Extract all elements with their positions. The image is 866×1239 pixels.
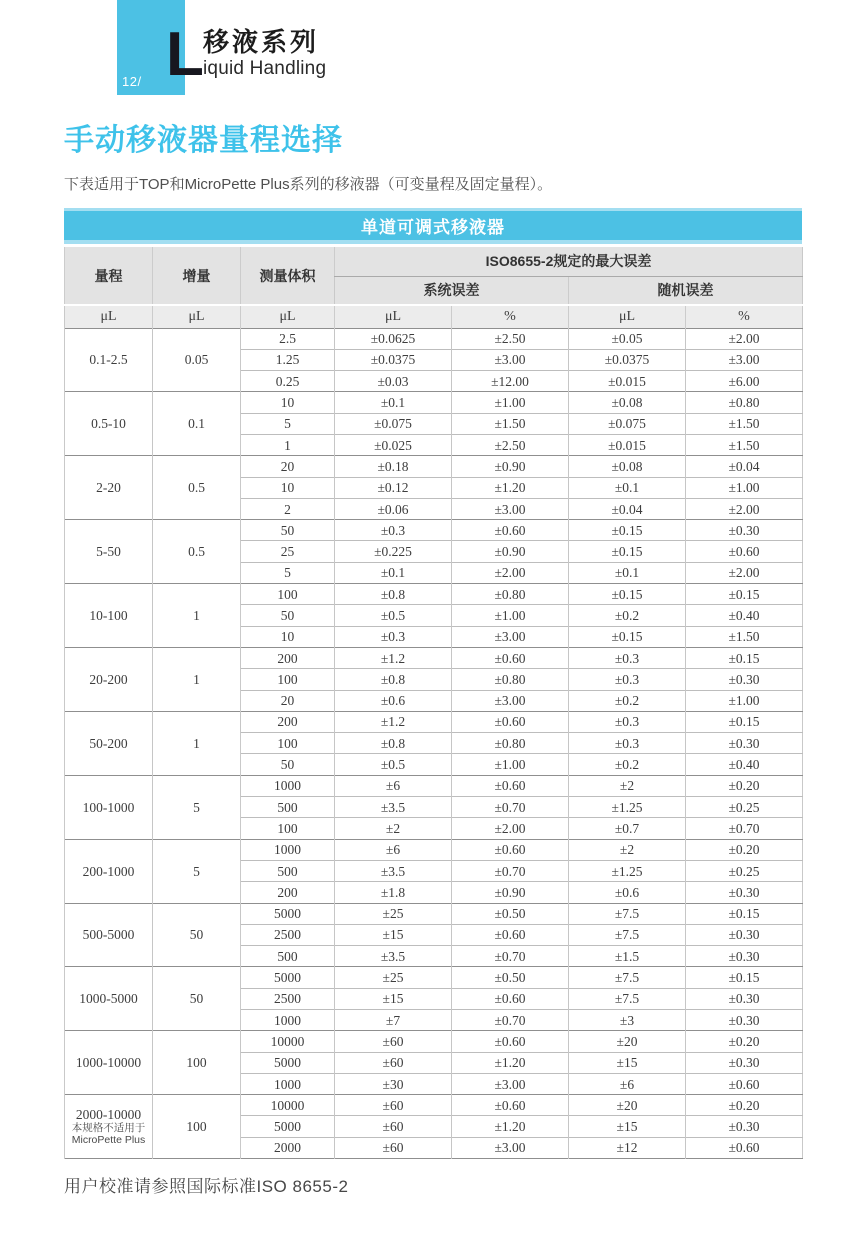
volume-cell: 10000	[241, 1031, 335, 1052]
volume-cell: 1	[241, 434, 335, 455]
calibration-note: 用户校准请参照国际标准ISO 8655-2	[64, 1177, 349, 1197]
rand-ul-cell: ±15	[569, 1116, 686, 1137]
table-row	[65, 520, 803, 541]
table-row	[65, 328, 803, 349]
rand-ul-cell: ±20	[569, 1095, 686, 1116]
increment-cell: 50	[153, 967, 241, 1031]
table-row	[65, 392, 803, 413]
volume-cell: 25	[241, 541, 335, 562]
rand-ul-cell: ±0.1	[569, 477, 686, 498]
sys-ul-cell: ±0.1	[335, 392, 452, 413]
rand-pct-cell: ±0.20	[686, 839, 803, 860]
increment-cell: 1	[153, 584, 241, 648]
sys-ul-cell: ±1.2	[335, 647, 452, 668]
rand-ul-cell: ±7.5	[569, 967, 686, 988]
sys-pct-cell: ±0.60	[452, 924, 569, 945]
sys-ul-cell: ±6	[335, 839, 452, 860]
page-title: 手动移液器量程选择	[64, 124, 343, 157]
volume-cell: 100	[241, 733, 335, 754]
volume-cell: 0.25	[241, 371, 335, 392]
volume-cell: 5000	[241, 903, 335, 924]
volume-cell: 5	[241, 562, 335, 583]
sys-pct-cell: ±0.70	[452, 1010, 569, 1031]
sys-ul-cell: ±0.03	[335, 371, 452, 392]
volume-cell: 1000	[241, 839, 335, 860]
sys-pct-cell: ±2.00	[452, 818, 569, 839]
rand-pct-cell: ±0.04	[686, 456, 803, 477]
rand-pct-cell: ±0.30	[686, 1116, 803, 1137]
rand-ul-cell: ±0.05	[569, 328, 686, 349]
header-random-error: 随机误差	[569, 276, 803, 305]
volume-cell: 2.5	[241, 328, 335, 349]
sys-ul-cell: ±25	[335, 903, 452, 924]
volume-cell: 100	[241, 669, 335, 690]
rand-ul-cell: ±1.25	[569, 797, 686, 818]
range-cell: 500-5000	[65, 903, 153, 967]
sys-ul-cell: ±0.5	[335, 754, 452, 775]
volume-cell: 5000	[241, 1052, 335, 1073]
increment-cell: 1	[153, 647, 241, 711]
volume-cell: 1000	[241, 1073, 335, 1094]
pipette-table-section	[64, 208, 802, 1159]
sys-ul-cell: ±0.8	[335, 584, 452, 605]
increment-cell: 100	[153, 1031, 241, 1095]
sys-ul-cell: ±25	[335, 967, 452, 988]
volume-cell: 200	[241, 882, 335, 903]
unit-cell: μL	[569, 305, 686, 328]
sys-pct-cell: ±0.60	[452, 647, 569, 668]
rand-ul-cell: ±0.6	[569, 882, 686, 903]
rand-pct-cell: ±0.40	[686, 754, 803, 775]
sys-pct-cell: ±2.00	[452, 562, 569, 583]
range-cell: 0.1-2.5	[65, 328, 153, 392]
rand-pct-cell: ±0.15	[686, 584, 803, 605]
rand-pct-cell: ±6.00	[686, 371, 803, 392]
rand-pct-cell: ±1.50	[686, 413, 803, 434]
rand-ul-cell: ±0.08	[569, 392, 686, 413]
rand-pct-cell: ±2.00	[686, 562, 803, 583]
sys-ul-cell: ±0.12	[335, 477, 452, 498]
rand-pct-cell: ±0.15	[686, 903, 803, 924]
sys-pct-cell: ±3.00	[452, 690, 569, 711]
sys-pct-cell: ±0.80	[452, 584, 569, 605]
header-range: 量程	[65, 247, 153, 305]
rand-pct-cell: ±1.00	[686, 690, 803, 711]
table-row	[65, 456, 803, 477]
increment-cell: 1	[153, 711, 241, 775]
unit-cell: %	[686, 305, 803, 328]
table-row	[65, 711, 803, 732]
unit-cell: μL	[65, 305, 153, 328]
rand-ul-cell: ±12	[569, 1137, 686, 1158]
sys-ul-cell: ±3.5	[335, 797, 452, 818]
header-increment: 增量	[153, 247, 241, 305]
sys-ul-cell: ±60	[335, 1031, 452, 1052]
rand-pct-cell: ±1.00	[686, 477, 803, 498]
brand-header	[117, 0, 866, 95]
rand-ul-cell: ±6	[569, 1073, 686, 1094]
sys-pct-cell: ±1.20	[452, 1052, 569, 1073]
rand-ul-cell: ±3	[569, 1010, 686, 1031]
sys-pct-cell: ±2.50	[452, 434, 569, 455]
range-cell: 2-20	[65, 456, 153, 520]
sys-ul-cell: ±0.225	[335, 541, 452, 562]
rand-pct-cell: ±2.00	[686, 498, 803, 519]
rand-ul-cell: ±0.015	[569, 434, 686, 455]
sys-pct-cell: ±3.00	[452, 1137, 569, 1158]
increment-cell: 0.5	[153, 456, 241, 520]
rand-ul-cell: ±0.08	[569, 456, 686, 477]
sys-ul-cell: ±15	[335, 988, 452, 1009]
range-cell: 100-1000	[65, 775, 153, 839]
table-row	[65, 1095, 803, 1116]
sys-pct-cell: ±1.00	[452, 605, 569, 626]
page-subtitle: 下表适用于TOP和MicroPette Plus系列的移液器（可变量程及固定量程）。	[64, 176, 553, 193]
sys-ul-cell: ±60	[335, 1095, 452, 1116]
pipette-table-body	[65, 328, 803, 1159]
sys-pct-cell: ±1.00	[452, 392, 569, 413]
pipette-spec-table	[64, 247, 803, 1159]
increment-cell: 0.05	[153, 328, 241, 392]
increment-cell: 5	[153, 775, 241, 839]
sys-ul-cell: ±3.5	[335, 946, 452, 967]
rand-pct-cell: ±0.20	[686, 1031, 803, 1052]
volume-cell: 20	[241, 690, 335, 711]
volume-cell: 500	[241, 797, 335, 818]
volume-cell: 2	[241, 498, 335, 519]
sys-pct-cell: ±0.60	[452, 711, 569, 732]
table-header	[65, 247, 803, 328]
rand-pct-cell: ±0.30	[686, 882, 803, 903]
table-row	[65, 647, 803, 668]
range-cell: 10-100	[65, 584, 153, 648]
sys-pct-cell: ±1.20	[452, 477, 569, 498]
rand-pct-cell: ±0.30	[686, 733, 803, 754]
rand-ul-cell: ±2	[569, 775, 686, 796]
increment-cell: 0.5	[153, 520, 241, 584]
volume-cell: 20	[241, 456, 335, 477]
rand-ul-cell: ±7.5	[569, 903, 686, 924]
volume-cell: 10	[241, 626, 335, 647]
header-volume: 测量体积	[241, 247, 335, 305]
sys-ul-cell: ±0.8	[335, 733, 452, 754]
sys-ul-cell: ±0.3	[335, 626, 452, 647]
rand-ul-cell: ±0.015	[569, 371, 686, 392]
sys-ul-cell: ±0.18	[335, 456, 452, 477]
rand-ul-cell: ±0.15	[569, 520, 686, 541]
rand-pct-cell: ±0.80	[686, 392, 803, 413]
sys-ul-cell: ±3.5	[335, 860, 452, 881]
rand-ul-cell: ±15	[569, 1052, 686, 1073]
sys-pct-cell: ±0.80	[452, 669, 569, 690]
range-cell: 5-50	[65, 520, 153, 584]
rand-pct-cell: ±0.25	[686, 860, 803, 881]
sys-pct-cell: ±0.60	[452, 988, 569, 1009]
rand-pct-cell: ±0.40	[686, 605, 803, 626]
sys-pct-cell: ±0.90	[452, 882, 569, 903]
sys-ul-cell: ±0.06	[335, 498, 452, 519]
rand-ul-cell: ±0.15	[569, 584, 686, 605]
rand-pct-cell: ±3.00	[686, 349, 803, 370]
sys-ul-cell: ±0.025	[335, 434, 452, 455]
table-row	[65, 967, 803, 988]
volume-cell: 200	[241, 647, 335, 668]
table-row	[65, 839, 803, 860]
sys-ul-cell: ±6	[335, 775, 452, 796]
volume-cell: 5000	[241, 1116, 335, 1137]
sys-ul-cell: ±60	[335, 1116, 452, 1137]
sys-pct-cell: ±3.00	[452, 626, 569, 647]
range-cell: 20-200	[65, 647, 153, 711]
volume-cell: 500	[241, 946, 335, 967]
table-row	[65, 584, 803, 605]
rand-pct-cell: ±0.20	[686, 775, 803, 796]
rand-ul-cell: ±0.0375	[569, 349, 686, 370]
sys-pct-cell: ±0.70	[452, 797, 569, 818]
volume-cell: 1.25	[241, 349, 335, 370]
sys-pct-cell: ±0.50	[452, 967, 569, 988]
sys-pct-cell: ±1.20	[452, 1116, 569, 1137]
volume-cell: 1000	[241, 775, 335, 796]
rand-ul-cell: ±0.1	[569, 562, 686, 583]
rand-pct-cell: ±0.15	[686, 711, 803, 732]
sys-ul-cell: ±2	[335, 818, 452, 839]
rand-pct-cell: ±0.30	[686, 520, 803, 541]
rand-pct-cell: ±0.30	[686, 924, 803, 945]
table-row	[65, 1031, 803, 1052]
series-title-en: iquid Handling	[203, 58, 327, 79]
increment-cell: 5	[153, 839, 241, 903]
rand-ul-cell: ±20	[569, 1031, 686, 1052]
rand-ul-cell: ±0.2	[569, 605, 686, 626]
volume-cell: 10	[241, 392, 335, 413]
sys-pct-cell: ±1.50	[452, 413, 569, 434]
unit-cell: μL	[335, 305, 452, 328]
sys-ul-cell: ±60	[335, 1052, 452, 1073]
volume-cell: 10	[241, 477, 335, 498]
volume-cell: 100	[241, 818, 335, 839]
sys-ul-cell: ±7	[335, 1010, 452, 1031]
sys-ul-cell: ±15	[335, 924, 452, 945]
sys-pct-cell: ±0.60	[452, 839, 569, 860]
range-cell: 0.5-10	[65, 392, 153, 456]
series-title-cn: 移液系列	[203, 27, 320, 57]
rand-ul-cell: ±7.5	[569, 924, 686, 945]
range-cell: 200-1000	[65, 839, 153, 903]
sys-pct-cell: ±0.60	[452, 520, 569, 541]
volume-cell: 10000	[241, 1095, 335, 1116]
sys-ul-cell: ±0.6	[335, 690, 452, 711]
rand-pct-cell: ±0.25	[686, 797, 803, 818]
rand-pct-cell: ±0.30	[686, 1010, 803, 1031]
sys-ul-cell: ±60	[335, 1137, 452, 1158]
rand-ul-cell: ±0.7	[569, 818, 686, 839]
table-row	[65, 775, 803, 796]
rand-ul-cell: ±0.2	[569, 690, 686, 711]
sys-pct-cell: ±0.80	[452, 733, 569, 754]
rand-ul-cell: ±0.3	[569, 669, 686, 690]
rand-ul-cell: ±7.5	[569, 988, 686, 1009]
rand-ul-cell: ±0.075	[569, 413, 686, 434]
rand-ul-cell: ±0.2	[569, 754, 686, 775]
rand-pct-cell: ±0.30	[686, 669, 803, 690]
units-row	[65, 305, 803, 328]
rand-ul-cell: ±0.3	[569, 647, 686, 668]
volume-cell: 200	[241, 711, 335, 732]
volume-cell: 5000	[241, 967, 335, 988]
header-iso: ISO8655-2规定的最大误差	[335, 247, 803, 276]
sys-pct-cell: ±12.00	[452, 371, 569, 392]
sys-ul-cell: ±1.8	[335, 882, 452, 903]
sys-ul-cell: ±0.0375	[335, 349, 452, 370]
table-row	[65, 903, 803, 924]
volume-cell: 5	[241, 413, 335, 434]
rand-pct-cell: ±0.70	[686, 818, 803, 839]
page-number: 12/	[122, 74, 142, 89]
range-cell: 50-200	[65, 711, 153, 775]
sys-pct-cell: ±0.90	[452, 541, 569, 562]
rand-pct-cell: ±0.15	[686, 647, 803, 668]
sys-pct-cell: ±0.60	[452, 1031, 569, 1052]
rand-ul-cell: ±2	[569, 839, 686, 860]
volume-cell: 500	[241, 860, 335, 881]
sys-ul-cell: ±0.075	[335, 413, 452, 434]
increment-cell: 0.1	[153, 392, 241, 456]
rand-ul-cell: ±0.15	[569, 626, 686, 647]
sys-pct-cell: ±3.00	[452, 498, 569, 519]
rand-pct-cell: ±0.60	[686, 1137, 803, 1158]
volume-cell: 100	[241, 584, 335, 605]
unit-cell: μL	[153, 305, 241, 328]
range-cell: 1000-10000	[65, 1031, 153, 1095]
volume-cell: 1000	[241, 1010, 335, 1031]
sys-pct-cell: ±3.00	[452, 1073, 569, 1094]
rand-pct-cell: ±0.15	[686, 967, 803, 988]
sys-pct-cell: ±0.60	[452, 1095, 569, 1116]
volume-cell: 2000	[241, 1137, 335, 1158]
table-title: 单道可调式移液器	[361, 218, 505, 237]
sys-ul-cell: ±0.5	[335, 605, 452, 626]
sys-ul-cell: ±30	[335, 1073, 452, 1094]
range-cell: 1000-5000	[65, 967, 153, 1031]
sys-pct-cell: ±0.70	[452, 860, 569, 881]
rand-pct-cell: ±0.30	[686, 1052, 803, 1073]
rand-ul-cell: ±1.5	[569, 946, 686, 967]
volume-cell: 2500	[241, 988, 335, 1009]
series-title-block	[203, 27, 326, 81]
increment-cell: 50	[153, 903, 241, 967]
sys-pct-cell: ±0.50	[452, 903, 569, 924]
volume-cell: 2500	[241, 924, 335, 945]
sys-ul-cell: ±0.0625	[335, 328, 452, 349]
unit-cell: μL	[241, 305, 335, 328]
rand-pct-cell: ±0.30	[686, 988, 803, 1009]
logo-letter-l: L	[166, 20, 204, 89]
sys-pct-cell: ±1.00	[452, 754, 569, 775]
sys-ul-cell: ±0.8	[335, 669, 452, 690]
rand-pct-cell: ±1.50	[686, 434, 803, 455]
rand-pct-cell: ±2.00	[686, 328, 803, 349]
rand-ul-cell: ±0.3	[569, 733, 686, 754]
rand-pct-cell: ±0.60	[686, 541, 803, 562]
rand-pct-cell: ±0.60	[686, 1073, 803, 1094]
sys-ul-cell: ±1.2	[335, 711, 452, 732]
sys-pct-cell: ±0.70	[452, 946, 569, 967]
sys-ul-cell: ±0.3	[335, 520, 452, 541]
sys-pct-cell: ±0.60	[452, 775, 569, 796]
rand-ul-cell: ±0.04	[569, 498, 686, 519]
header-systematic-error: 系统误差	[335, 276, 569, 305]
rand-pct-cell: ±1.50	[686, 626, 803, 647]
rand-ul-cell: ±0.15	[569, 541, 686, 562]
sys-pct-cell: ±0.90	[452, 456, 569, 477]
volume-cell: 50	[241, 520, 335, 541]
volume-cell: 50	[241, 754, 335, 775]
sys-ul-cell: ±0.1	[335, 562, 452, 583]
table-title-bar	[64, 208, 802, 244]
sys-pct-cell: ±2.50	[452, 328, 569, 349]
rand-pct-cell: ±0.30	[686, 946, 803, 967]
volume-cell: 50	[241, 605, 335, 626]
increment-cell: 100	[153, 1095, 241, 1159]
rand-ul-cell: ±0.3	[569, 711, 686, 732]
sys-pct-cell: ±3.00	[452, 349, 569, 370]
unit-cell: %	[452, 305, 569, 328]
range-cell: 2000-10000 本规格不适用于 MicroPette Plus	[65, 1095, 153, 1159]
rand-pct-cell: ±0.20	[686, 1095, 803, 1116]
rand-ul-cell: ±1.25	[569, 860, 686, 881]
